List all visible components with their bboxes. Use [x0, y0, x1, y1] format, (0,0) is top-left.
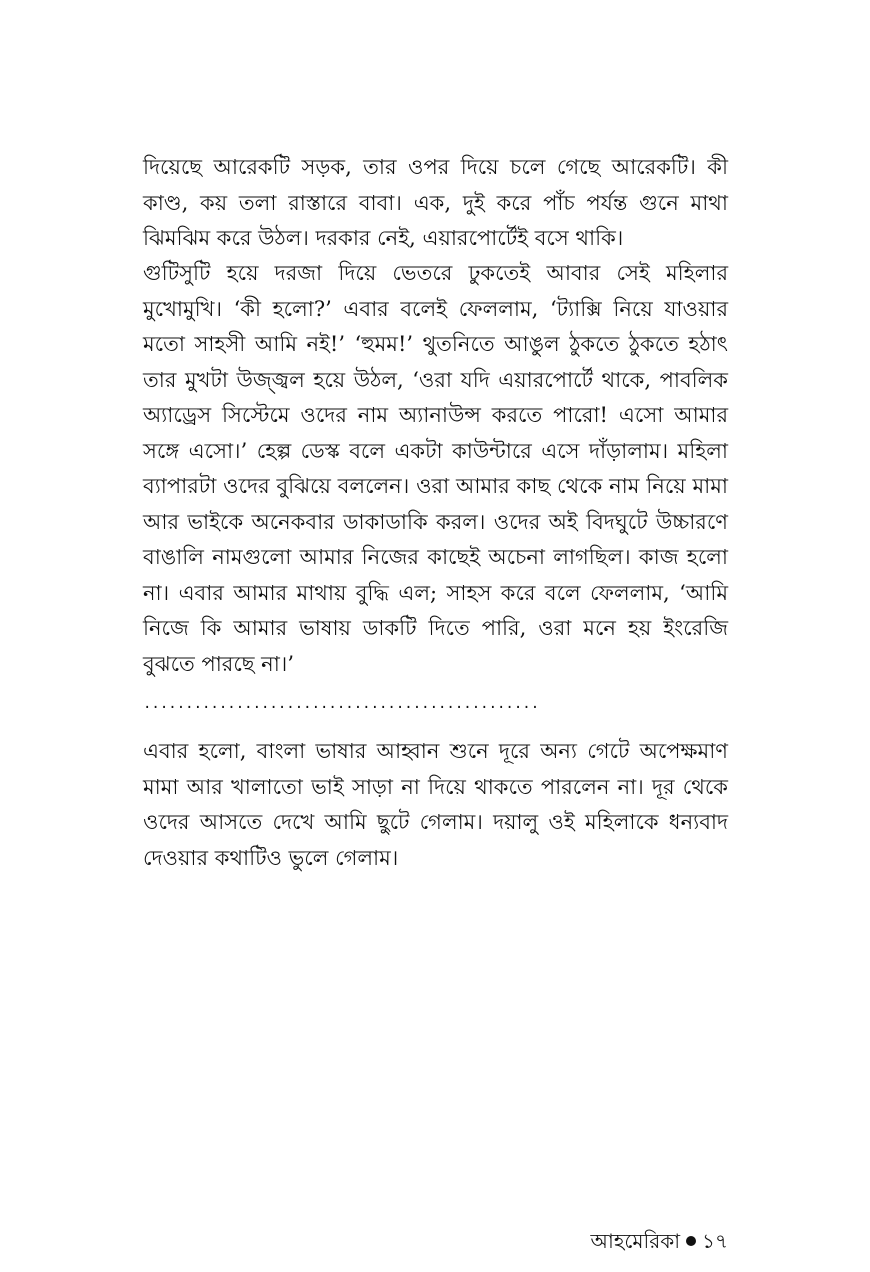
paragraph-text: দিয়েছে আরেকটি সড়ক, তার ওপর দিয়ে চলে গেছে আরেকটি। কী কাণ্ড, কয় তলা রাস্তারে বাবা। এক, দুই করে পাঁচ পর্যন্ত গুনে মাথা ঝিমঝিম করে উঠল। দরকার নেই, এয়ারপোর্টেই বসে থাকি। [143, 155, 728, 250]
paragraph-1 [143, 150, 728, 257]
page-footer [591, 1226, 728, 1256]
paragraph-3 [143, 734, 728, 876]
bullet-icon [686, 1236, 696, 1246]
paragraph-text: এবার হলো, বাংলা ভাষার আহ্বান শুনে দূরে অন্য গেটে অপেক্ষমাণ মামা আর খালাতো ভাই সাড়া না দিয়ে থাকতে পারলেন না। দূর থেকে ওদের আসতে দেখে আমি ছুটে গেলাম। দয়ালু ওই মহিলাকে ধন্যবাদ দেওয়ার কথাটিও ভুলে গেলাম। [143, 739, 728, 870]
paragraph-text: গুটিসুটি হয়ে দরজা দিয়ে ভেতরে ঢুকতেই আবার সেই মহিলার মুখোমুখি। ‘কী হলো?’ এবার বলেই ফেললাম, ‘ট্যাক্সি নিয়ে যাওয়ার মতো সাহসী আমি নই!’ ‘হুমম!’ থুতনিতে আঙুল ঠুকতে ঠুকতে হঠাৎ তার মুখটা উজ্জ্বল হয়ে উঠল, ‘ওরা যদি এয়ারপোর্টে থাকে, পাবলিক অ্যাড্রেস সিস্টেমে ওদের নাম অ্যানাউন্স করতে পারো! এসো আমার সঙ্গে এসো।’ হেল্প ডেস্ক বলে একটা কাউন্টারে এসে দাঁড়ালাম। মহিলা ব্যাপারটা ওদের বুঝিয়ে বললেন। ওরা আমার কাছ থেকে নাম নিয়ে মামা আর ভাইকে অনেকবার ডাকাডাকি করল। ওদের অই বিদঘুটে উচ্চারণে বাঙালি নামগুলো আমার নিজের কাছেই অচেনা লাগছিল। কাজ হলো না। এবার আমার মাথায় বুদ্ধি এল; সাহস করে বলে ফেললাম, ‘আমি নিজে কি আমার ভাষায় ডাকটি দিতে পারি, ওরা মনে হয় ইংরেজি বুঝতে পারছে না।’ [143, 261, 728, 676]
dotted-separator: ............................................... [143, 696, 540, 712]
book-title: আহমেরিকা [590, 1229, 681, 1253]
page-number: ১৭ [702, 1229, 728, 1253]
paragraph-2 [143, 256, 728, 682]
